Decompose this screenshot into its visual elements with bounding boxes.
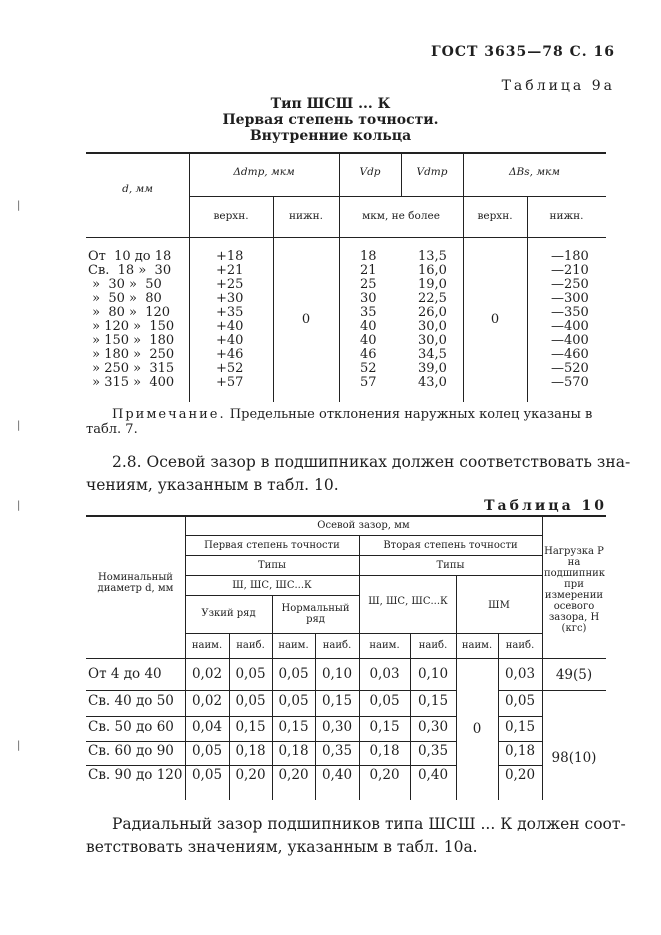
para-radial-line1: Радиальный зазор подшипников типа ШСШ ... К должен соот- xyxy=(112,815,626,833)
t10-head-min: наим. xyxy=(278,640,309,651)
t10-head-rule xyxy=(86,658,606,659)
table-10-caption: Таблица 10 xyxy=(484,498,607,514)
t9a-vdp-value: 40 xyxy=(360,319,377,334)
t10-cell: 0,05 xyxy=(235,666,266,682)
table-9a-title-2: Первая степень точности. xyxy=(222,112,439,128)
t10-row-rule xyxy=(86,716,456,717)
t9a-vdmp-value: 34,5 xyxy=(418,347,447,362)
t10-shm-max: 0,05 xyxy=(504,693,536,709)
t9a-top-rule xyxy=(86,152,606,154)
t9a-vline xyxy=(463,152,464,402)
t10-row-rule xyxy=(86,690,456,691)
t9a-vdmp-value: 22,5 xyxy=(418,291,447,306)
t10-cell: 0,04 xyxy=(191,719,223,735)
t9a-vdmp-value: 30,0 xyxy=(418,333,447,348)
t10-cell: 0,15 xyxy=(235,719,266,735)
t10-cell: 0,35 xyxy=(321,743,353,759)
scan-mark: | xyxy=(17,740,21,751)
t9a-vdmp-value: 19,0 xyxy=(418,277,447,292)
t10-shm-max: 0,20 xyxy=(504,767,536,783)
t9a-delta-upper-value: +40 xyxy=(216,319,244,334)
t10-row-d: Св. 40 до 50 xyxy=(88,693,174,709)
t9a-bs-lower-value: —210 xyxy=(551,263,589,278)
t9a-delta-upper-column xyxy=(216,250,243,390)
t10-shm-max: 0,18 xyxy=(504,743,536,759)
para-2-8-line2: чениям, указанным в табл. 10. xyxy=(86,476,339,494)
t9a-bs-lower-value: —520 xyxy=(551,361,589,376)
t9a-vdmp-value: 43,0 xyxy=(418,375,447,390)
t10-head-max: наиб. xyxy=(418,640,448,651)
t10-cell: 0,18 xyxy=(235,743,266,759)
t9a-bs-upper: 0 xyxy=(490,312,500,327)
t10-cell: 0,30 xyxy=(321,719,353,735)
t9a-vdp-value: 40 xyxy=(360,333,377,348)
t9a-body-rule xyxy=(86,237,606,238)
t9a-bs-lower-value: —180 xyxy=(551,249,589,264)
t10-row-d: Св. 90 до 120 xyxy=(88,767,183,783)
t10-cell: 0,18 xyxy=(369,743,400,759)
t10-cell: 0,02 xyxy=(191,693,223,709)
table-9a-caption: Таблица 9а xyxy=(501,78,615,94)
t10-cell: 0,05 xyxy=(235,693,266,709)
t10-top-rule xyxy=(86,515,606,517)
t10-shm-min: 0 xyxy=(472,721,482,737)
t10-cell: 0,20 xyxy=(235,767,266,783)
t9a-head-bs-lower: нижн. xyxy=(549,210,584,222)
t10-cell: 0,40 xyxy=(417,767,449,783)
t9a-head-upper: верхн. xyxy=(213,210,249,222)
t9a-delta-upper-value: +52 xyxy=(216,361,244,376)
para-2-8-line1: 2.8. Осевой зазор в подшипниках должен соответствовать зна- xyxy=(112,453,631,471)
t9a-head-bs-upper: верхн. xyxy=(477,210,513,222)
t9a-vdmp-value: 26,0 xyxy=(418,305,447,320)
t10-head-axial: Осевой зазор, мм xyxy=(317,520,410,531)
t10-row-d: Св. 50 до 60 xyxy=(88,719,174,735)
t10-row-rule xyxy=(498,716,542,717)
t9a-bs-lower-value: —350 xyxy=(551,305,589,320)
t9a-delta-upper-value: +35 xyxy=(216,305,244,320)
t9a-bs-lower-value: —300 xyxy=(551,291,589,306)
t10-head-nominal: Номинальный диаметр d, мм xyxy=(97,572,174,594)
t10-head-max: наиб. xyxy=(322,640,352,651)
t9a-bs-lower-value: —460 xyxy=(551,347,589,362)
t9a-vline xyxy=(339,152,340,402)
t9a-vdp-value: 25 xyxy=(360,277,377,292)
t9a-vdp-value: 57 xyxy=(360,375,377,390)
t10-row-rule xyxy=(86,741,456,742)
t9a-vline xyxy=(527,196,528,402)
t9a-delta-upper-value: +46 xyxy=(216,347,244,362)
t9a-vdp-value: 52 xyxy=(360,361,377,376)
t10-head-types-1: Типы xyxy=(258,560,286,571)
t10-cell: 0,20 xyxy=(369,767,400,783)
t9a-vline xyxy=(189,152,190,402)
t9a-head-vdmp: Vdmp xyxy=(416,166,448,178)
t9a-vdmp-value: 16,0 xyxy=(418,263,447,278)
t10-head-min: наим. xyxy=(369,640,400,651)
t10-head-types-2: Типы xyxy=(436,560,465,571)
scan-mark: | xyxy=(17,500,21,511)
t10-head-types-second-a: Ш, ШС, ШС...К xyxy=(368,596,448,607)
t9a-bs-lower-value: —250 xyxy=(551,277,589,292)
t10-cell: 0,20 xyxy=(278,767,309,783)
t9a-delta-upper-value: +18 xyxy=(216,249,244,264)
page-header: ГОСТ 3635—78 С. 16 xyxy=(431,44,615,60)
t10-row-d: Св. 60 до 90 xyxy=(88,743,174,759)
t9a-head-d: d, мм xyxy=(122,183,153,195)
t9a-bs-lower-column xyxy=(551,250,589,390)
t9a-head-delta-dmp: Δdmp, мкм xyxy=(233,166,295,178)
t10-cell: 0,15 xyxy=(369,719,400,735)
t9a-head-lower: нижн. xyxy=(289,210,323,222)
t10-load-2: 98(10) xyxy=(551,750,597,766)
t10-cell: 0,05 xyxy=(278,693,309,709)
t10-cell: 0,30 xyxy=(417,719,449,735)
note-text: Предельные отклонения наружных колец указаны в xyxy=(229,407,593,422)
t10-rule xyxy=(185,535,542,536)
t10-shm-max: 0,03 xyxy=(504,666,536,682)
t10-row-rule xyxy=(498,765,542,766)
t10-rule xyxy=(185,633,542,634)
table-9a-title-1: Тип ШСШ ... К xyxy=(270,96,391,112)
t10-head-second-degree: Вторая степень точности xyxy=(383,540,518,551)
t9a-vdp-value: 30 xyxy=(360,291,377,306)
table-9a-title-3: Внутренние кольца xyxy=(249,128,412,144)
t10-row-rule xyxy=(86,765,456,766)
t10-cell: 0,05 xyxy=(191,743,223,759)
t9a-delta-upper-value: +57 xyxy=(216,375,244,390)
t10-cell: 0,15 xyxy=(321,693,353,709)
t9a-delta-lower: 0 xyxy=(301,312,311,327)
t9a-bs-lower-value: —570 xyxy=(551,375,589,390)
t10-cell: 0,05 xyxy=(191,767,223,783)
t10-head-types-second-b: ШМ xyxy=(488,600,510,611)
t10-cell: 0,18 xyxy=(278,743,309,759)
t10-head-min: наим. xyxy=(461,640,493,651)
t9a-vdp-column xyxy=(360,250,377,390)
t10-head-first-degree: Первая степень точности xyxy=(204,540,340,551)
t10-cell: 0,40 xyxy=(321,767,353,783)
t10-row-rule xyxy=(498,690,542,691)
t9a-vdmp-value: 39,0 xyxy=(418,361,447,376)
t10-head-load: Нагрузка Р на подшипник при измерении осевого зазора, Н (кгс) xyxy=(544,546,606,634)
scan-mark: | xyxy=(17,420,21,431)
t9a-bs-lower-value: —400 xyxy=(551,333,589,348)
t9a-bs-lower-value: —400 xyxy=(551,319,589,334)
t9a-head-mkm-max: мкм, не более xyxy=(362,210,440,222)
t9a-vdmp-column xyxy=(418,250,447,390)
t10-head-narrow: Узкий ряд xyxy=(201,608,256,619)
t9a-vdmp-value: 30,0 xyxy=(418,319,447,334)
t10-cell: 0,03 xyxy=(369,666,400,682)
t10-cell: 0,05 xyxy=(278,666,309,682)
t10-row-rule xyxy=(498,741,542,742)
t9a-delta-upper-value: +25 xyxy=(216,277,244,292)
t9a-head-vdp: Vdp xyxy=(359,166,381,178)
t9a-vdp-value: 18 xyxy=(360,249,377,264)
t10-head-types-first: Ш, ШС, ШС...К xyxy=(232,580,312,591)
t9a-vdmp-value: 13,5 xyxy=(418,249,447,264)
t9a-note xyxy=(112,407,592,423)
t10-cell: 0,15 xyxy=(417,693,449,709)
t10-cell: 0,10 xyxy=(417,666,449,682)
t10-head-normal: Нормальный ряд xyxy=(281,603,350,625)
t9a-delta-upper-value: +21 xyxy=(216,263,244,278)
t10-head-min: наим. xyxy=(191,640,223,651)
t10-head-max: наиб. xyxy=(236,640,265,651)
t9a-head-rule xyxy=(189,196,606,197)
t10-cell: 0,02 xyxy=(191,666,223,682)
t9a-vline xyxy=(273,196,274,402)
t9a-d-column: От 10 до 18 Св. 18 » 30 » 30 » 50 » 50 » 80 » 80 » 120 » 120 » 150 » 150 » 180 » 180 » 250 » 250 » 315 » 315 » 400 xyxy=(88,249,175,390)
t10-shm-max: 0,15 xyxy=(504,719,536,735)
t10-head-max: наиб. xyxy=(505,640,535,651)
t10-cell: 0,10 xyxy=(321,666,353,682)
t9a-vdp-value: 46 xyxy=(360,347,377,362)
t9a-vdp-value: 35 xyxy=(360,305,377,320)
note-label: Примечание. xyxy=(112,407,226,422)
t9a-vdp-value: 21 xyxy=(360,263,377,278)
para-radial-line2: ветствовать значениям, указанным в табл. 10а. xyxy=(86,838,478,856)
t9a-delta-upper-value: +30 xyxy=(216,291,244,306)
t10-load-rule xyxy=(542,690,606,691)
t9a-delta-upper-value: +40 xyxy=(216,333,244,348)
t9a-head-delta-bs: ΔBs, мкм xyxy=(508,166,561,178)
scan-mark: | xyxy=(17,200,21,211)
t10-rule xyxy=(185,555,542,556)
t10-load-1: 49(5) xyxy=(555,667,593,683)
t10-rule xyxy=(185,575,542,576)
t10-cell: 0,15 xyxy=(278,719,309,735)
t10-cell: 0,35 xyxy=(417,743,449,759)
t10-cell: 0,05 xyxy=(369,693,400,709)
t9a-note-line2: табл. 7. xyxy=(86,422,138,437)
t10-row-d: От 4 до 40 xyxy=(88,666,162,682)
